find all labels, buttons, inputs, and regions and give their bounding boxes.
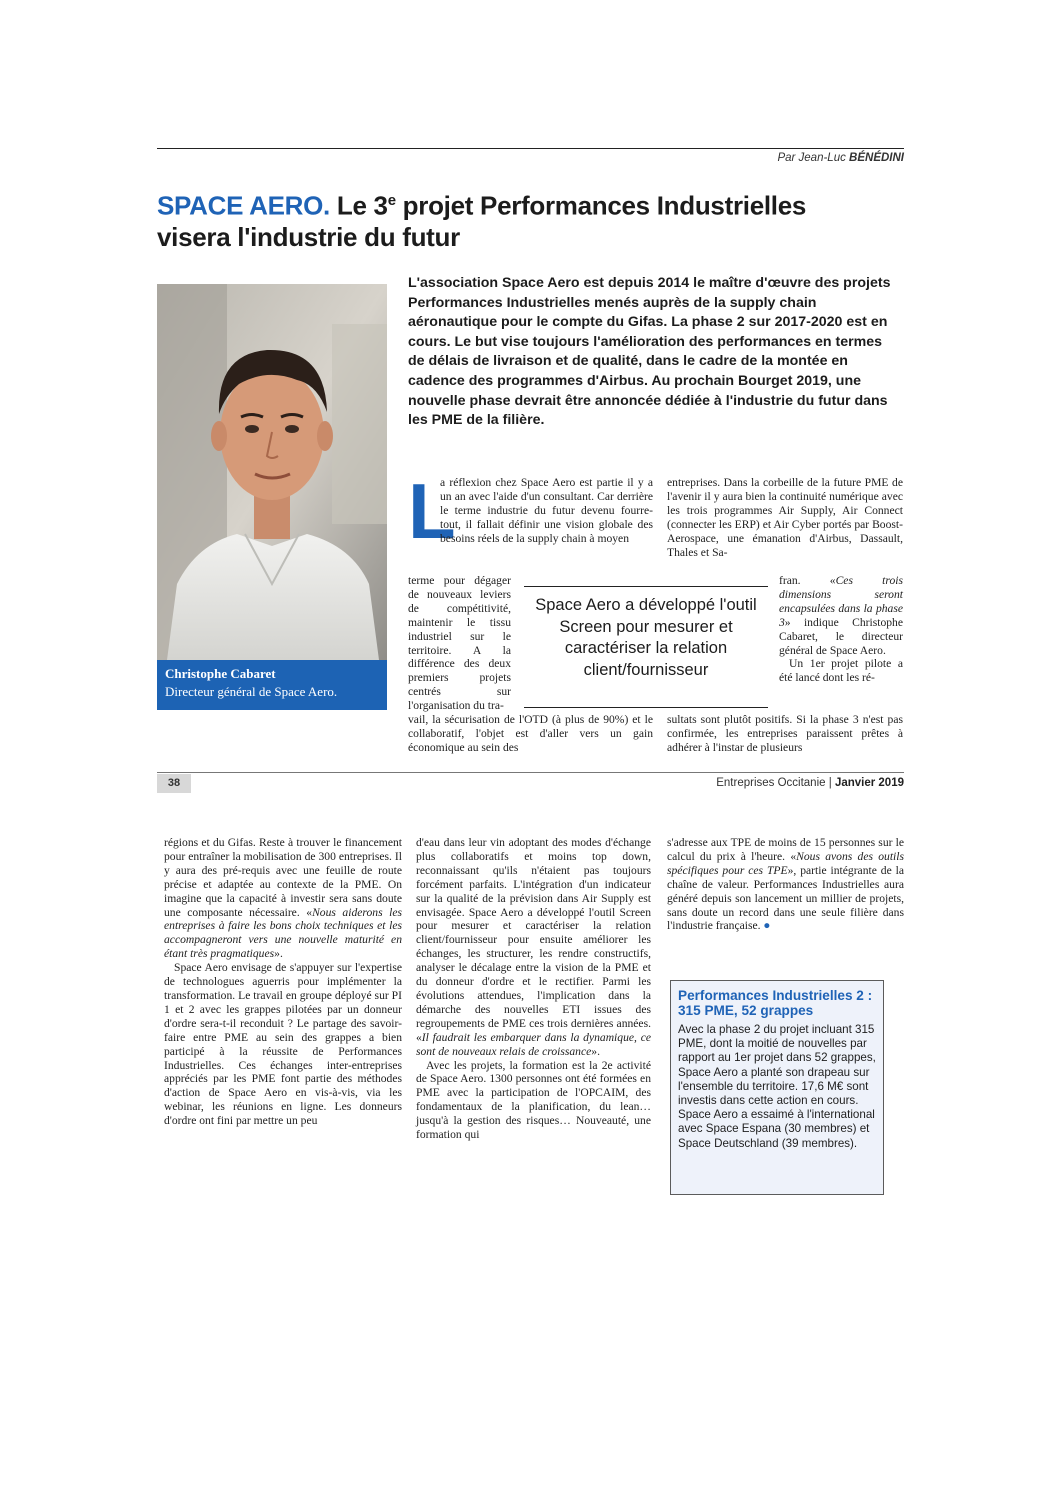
byline-author: BÉNÉDINI (849, 152, 904, 164)
article-col1-mid: terme pour dégager de nouveaux leviers de compétitivité, maintenir le tissu industriel sur le territoire. A la différence des deux premiers projets centrés sur l'organisation du tra- (408, 574, 511, 713)
headline-text: Le 3 (329, 190, 388, 221)
footer-publication (716, 777, 904, 789)
caption-role: Directeur général de Space Aero. (165, 684, 338, 699)
byline-prefix: Par Jean-Luc (777, 152, 846, 164)
photo-caption (157, 660, 387, 710)
headline-brand: SPACE AERO. (157, 190, 330, 221)
article-col1-top: a réflexion chez Space Aero est partie il y a un an avec l'aide d'un consultant. Car derrière le terme industrie du futur devenu fourre-tout, il fallait définir une vision globale des besoins réels de la supply chain à moyen (440, 476, 653, 545)
pull-quote-text: Space Aero a développé l'outil Screen pour mesurer et caractériser la relation client/fournisseur (535, 596, 757, 679)
page2-col3 (667, 836, 904, 933)
top-rule (157, 148, 904, 149)
caption-name: Christophe Cabaret (165, 666, 276, 681)
portrait-illustration (157, 284, 387, 660)
p2c1-quote: Nous aiderons les entreprises à faire les bons choix techniques et les accompagneront vers une nouvelle maturité en étant très pragmatiques (164, 905, 402, 961)
page2-col1 (164, 836, 402, 1128)
end-mark-icon: ● (763, 919, 771, 933)
p2c3-text: s'adresse aux TPE de moins de 15 personnes sur le calcul du prix à l'heure. « (667, 836, 904, 863)
p2c2-para-2: Avec les projets, la formation est la 2e activité de Space Aero. 1300 personnes ont été formées en PME avec la participation de l'OPCAIM, des fondamentaux de la planification, du lean…jusqu'à la gestion des risques… Nouveauté, une formation qui (416, 1058, 651, 1142)
article-col2-mid (779, 574, 903, 685)
pull-quote (524, 586, 768, 708)
col2-mid-para-2: Un 1er projet pilote a été lancé dont les ré- (779, 657, 903, 685)
sidebar-box (670, 980, 884, 1195)
portrait-photo (157, 284, 387, 660)
page-number: 38 (157, 774, 191, 793)
article-col2-bottom: sultats sont plutôt positifs. Si la phase 3 n'est pas confirmée, les entreprises paraissent prêtes à adhérer à l'instar de plusieurs (667, 713, 903, 754)
pull-quote-bottom-rule (524, 707, 768, 708)
col2-mid-quote: Ces trois dimensions seront encapsulées dans la phase 3 (779, 574, 904, 629)
publication-name: Entreprises Occitanie (716, 777, 826, 789)
p2c3-text-end: », partie intégrante de la chaîne de valeur. Performances Industrielles aura généré depuis son lancement un millier de projets, sans doute un record dans une seule filière dans l'industrie française. (667, 863, 905, 933)
p2c1-text: régions et du Gifas. Reste à trouver le financement pour entraîner la mobilisation de 300 entreprises. Il y aura des pré-requis avec une feuille de route précise et adaptée au contexte de la PME. On imagine que la capacité à investir sera sans doute une composante nécessaire. « (164, 836, 402, 919)
sidebar-box-text: Avec la phase 2 du projet incluant 315 PME, dont la moitié de nouvelles par rapport au 1er projet dans 52 grappes, Space Aero a planté son drapeau sur l'ensemble du territoire. 17,6 M€ sont investis dans cette action en cours. Space Aero a essaimé à l'international avec Space Espana (30 membres) et Space Deutschland (39 membres). (678, 1023, 876, 1150)
sidebar-box-title: Performances Industrielles 2 : 315 PME, 52 grappes (678, 988, 873, 1018)
headline-text-2: projet Performances Industrielles (395, 190, 807, 221)
p2c2-quote: Il faudrait les embarquer dans la dynamique, ce sont de nouveaux relais de croissance (416, 1030, 651, 1058)
pull-quote-top-rule (524, 586, 768, 587)
col2-mid-text-2: » indique Christophe Cabaret, le directeur général de Space Aero. (779, 615, 903, 657)
footer-rule (157, 772, 904, 773)
drop-cap: L (408, 467, 456, 555)
p2c2-text: d'eau dans leur vin adoptant des modes d'échange plus collaboratifs et moins top down, reconnaissant qu'ils n'étaient pas toujours forcément parfaits. L'intégration d'un indicateur sur la qualité de la prévision dans Air Supply est envisagée. Space Aero a développé l'outil Screen pour mesurer et caractériser la relation client/fournisseur pour ensuite améliorer les échanges, les structurer, les rendre constructifs, analyser le décalage entre la vision de la PME et du donneur d'ordre et le rectifier. Parmi les évolutions attendues, l'implication dans la démarche des nouvelles ETI issues des regroupements de PME ces trois dernières années. « (416, 836, 651, 1044)
p2c1-text-end: ». (274, 947, 283, 961)
p2c3-quote: Nous avons des outils spécifiques pour ces TPE (667, 849, 904, 877)
headline (157, 185, 904, 253)
p2c1-para-2: Space Aero envisage de s'appuyer sur l'expertise de technologues aguerris pour implémenter la transformation. Le travail en groupe déployé sur PI 1 et 2 avec les grappes pilotées par un donneur d'ordre sera-t-il reconduit ? Le partage des savoir-faire entre PME au sein des grappes a bien participé à la réussite de Performances Industrielles. Ces échanges inter-entreprises appréciés par les PME font partie des méthodes d'action de Space Aero en vis-à-vis, via les webinar, les réunions en ligne. Les donneurs d'ordre ont fini par mettre un peu (164, 961, 402, 1128)
page2-col2 (416, 836, 651, 1142)
publication-date: Janvier 2019 (834, 777, 904, 789)
headline-sup: e (387, 192, 396, 209)
byline (777, 152, 904, 164)
p2c2-text-end: ». (591, 1044, 600, 1058)
article-col1-bottom: vail, la sécurisation de l'OTD (à plus de 90%) et le collaboratif, l'objet est d'aller vers un gain économique au sein des (408, 713, 653, 754)
headline-line2: visera l'industrie du futur (157, 221, 460, 252)
footer-separator: | (828, 777, 832, 789)
article-col2-top: entreprises. Dans la corbeille de la future PME de l'avenir il y aura bien la continuité numérique avec les trois programmes Air Supply, Air Connect (connecter les ERP) et Air Cyber portés par Boost-Aerospace, une émanation d'Airbus, Dassault, Thales et Sa- (667, 476, 903, 559)
col2-mid-text: fran. « (779, 574, 836, 587)
lead-paragraph: L'association Space Aero est depuis 2014 le maître d'œuvre des projets Performances Industrielles menés auprès de la supply chain aéronautique pour le compte du Gifas. La phase 2 sur 2017-2020 est en cours. Le but vise toujours l'amélioration des performances en termes de délais de livraison et de qualité, dans le cadre de la montée en cadence des programmes d'Airbus. Au prochain Bourget 2019, une nouvelle phase devrait être annoncée dédiée à l'industrie du futur dans les PME de la filière. (408, 275, 891, 429)
